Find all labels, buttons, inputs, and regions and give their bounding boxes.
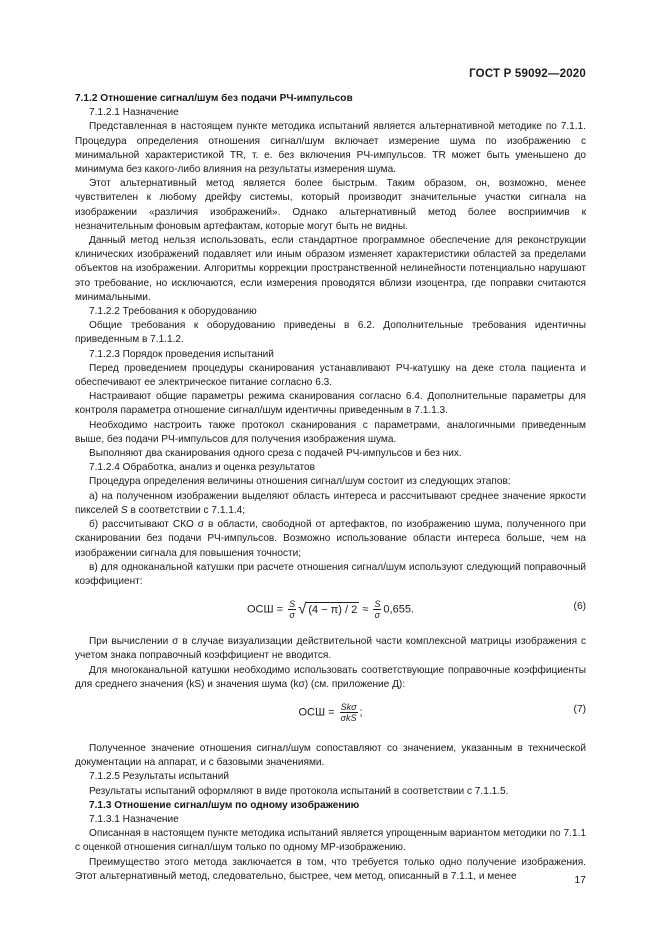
formula-7-tail: ; [359, 706, 363, 719]
formula-6-number: (6) [573, 601, 586, 613]
formula-6-numerator-2: S [374, 599, 381, 610]
paragraph: Общие требования к оборудованию приведены в 6.2. Дополнительные требования идентичны приведенным в 7.1.1.2. [75, 320, 586, 346]
paragraph: Результаты испытаний оформляют в виде протокола испытаний в соответствии с 7.1.1.5. [89, 785, 509, 797]
list-item-a-text: а) на полученном изображении выделяют область интереса и рассчитывают среднее значение яркости пикселей [75, 490, 586, 516]
list-item-a [75, 490, 586, 518]
formula-7-lhs: ОСШ = [298, 706, 335, 719]
paragraph: Настраивают общие параметры режима сканирования согласно 6.4. Дополнительные параметры для контроля параметра отношение сигнал/шум идентичны приведенным в 7.1.1.3. [75, 391, 586, 417]
formula-7-fraction [340, 702, 358, 723]
paragraph: Полученное значение отношения сигнал/шум сопоставляют со значением, указанным в технической документации на аппарат, и с базовыми значениями. [75, 742, 586, 769]
paragraph: Данный метод нельзя использовать, если стандартное программное обеспечение для реконструкции клинических изображений подавляет или иным образом изменяет характеристики областей за пределами объектов на изображении. Алгоритмы коррекции пространственной нелинейности потенциально нарушают это требование, но исключаются, если измерения проводятся вблизи изоцентра, где поправки считаются минимальными. [75, 235, 586, 303]
formula-6-tail: 0,655. [383, 603, 414, 616]
paragraph: При вычислении σ в случае визуализации действительной части комплексной матрицы изображения с учетом знака поправочный коэффициент не вводится. [75, 636, 586, 662]
formula-6 [75, 591, 586, 635]
formula-6-sqrt-body: (4 − π) / 2 [308, 604, 358, 616]
document-id-header: ГОСТ Р 59092—2020 [469, 68, 586, 80]
subsection-title-7-1-2-3: 7.1.2.3 Порядок проведения испытаний [89, 348, 274, 360]
subsection-title-7-1-2-2: 7.1.2.2 Требования к оборудованию [89, 306, 257, 318]
formula-6-lhs: ОСШ = [246, 603, 284, 616]
page-body [75, 92, 586, 884]
formula-7-number: (7) [573, 703, 586, 715]
list-item-a-tail: в соответствии с 7.1.1.4; [127, 504, 246, 516]
formula-6-denominator: σ [289, 610, 295, 621]
formula-6-fraction [288, 599, 296, 620]
formula-6-approx: ≈ [362, 603, 369, 616]
formula-6-fraction-2 [373, 599, 381, 620]
formula-7-body [75, 702, 586, 723]
formula-7-numerator: Skσ [340, 701, 357, 712]
formula-6-body [75, 599, 586, 620]
paragraph: Необходимо настроить также протокол сканирования с параметрами, аналогичными приведенным выше, без подачи РЧ-импульсов для получения изображения шума. [75, 419, 586, 445]
sqrt-icon: √ [298, 600, 307, 618]
subsection-title-7-1-2-5: 7.1.2.5 Результаты испытаний [89, 771, 230, 783]
paragraph: Преимущество этого метода заключается в том, что требуется только одно получение изображения. Этот альтернативный метод, следовательно, быстрее, чем метод, описанный в 7.1.1, и менее [75, 856, 586, 882]
paragraph: Для многоканальной катушки необходимо использовать соответствующие поправочные коэффициенты для среднего значения (kS) и значения шума (kσ) (см. приложение Д): [75, 664, 586, 690]
subsection-title-7-1-3-1: 7.1.3.1 Назначение [89, 813, 179, 825]
section-heading-7-1-3: 7.1.3 Отношение сигнал/шум по одному изображению [89, 799, 360, 811]
paragraph: Процедура определения величины отношения сигнал/шум состоит из следующих этапов: [89, 476, 511, 488]
formula-7 [75, 694, 586, 742]
section-heading-7-1-2: 7.1.2 Отношение сигнал/шум без подачи РЧ-импульсов [75, 93, 353, 104]
list-item-c: в) для одноканальной катушки при расчете отношения сигнал/шум используют следующий поправочный коэффициент: [75, 561, 586, 587]
list-item-b: б) рассчитывают СКО σ в области, свободной от артефактов, по изображению шума, полученного при сканировании без подачи РЧ-импульсов. Возможно использование области интереса больше, чем на изображении сигнала для повышения точности; [75, 519, 586, 559]
paragraph: Перед проведением процедуры сканирования устанавливают РЧ-катушку на деке стола пациента и обеспечивают ее электрическое питание согласно 6.3. [75, 362, 586, 389]
paragraph: Описанная в настоящем пункте методика испытаний является упрощенным вариантом методики по 7.1.1 с оценкой отношения сигнал/шум только по одному МР-изображению. [75, 828, 586, 854]
paragraph: Этот альтернативный метод является более быстрым. Таким образом, он, возможно, менее чувствителен к любому дрейфу системы, который производит значительные участки сигнала на изображении «различия изображений». Однако альтернативный метод более восприимчив к незначительным фоновым артефактам, которые могут быть не видны. [75, 178, 586, 232]
paragraph: Выполняют два сканирования одного среза с подачей РЧ-импульсов и без них. [89, 448, 462, 460]
variable-s: S [120, 504, 128, 516]
paragraph: Представленная в настоящем пункте методика испытаний является альтернативной методике по 7.1.1. Процедура определения отношения сигнал/шум включает измерение шума по изображению с минимальной характеристикой TR, т. е. без включения РЧ-импульсов. TR может быть уменьшено до минимума без какого-либо влияния на результаты измерения шума. [75, 121, 586, 176]
formula-6-numerator: S [289, 599, 296, 610]
formula-6-denominator-2: σ [374, 610, 381, 621]
subsection-title-7-1-2-4: 7.1.2.4 Обработка, анализ и оценка результатов [89, 462, 316, 474]
page-number: 17 [574, 874, 586, 886]
formula-7-denominator: σkS [340, 712, 357, 723]
subsection-title-7-1-2-1: 7.1.2.1 Назначение [89, 107, 179, 119]
